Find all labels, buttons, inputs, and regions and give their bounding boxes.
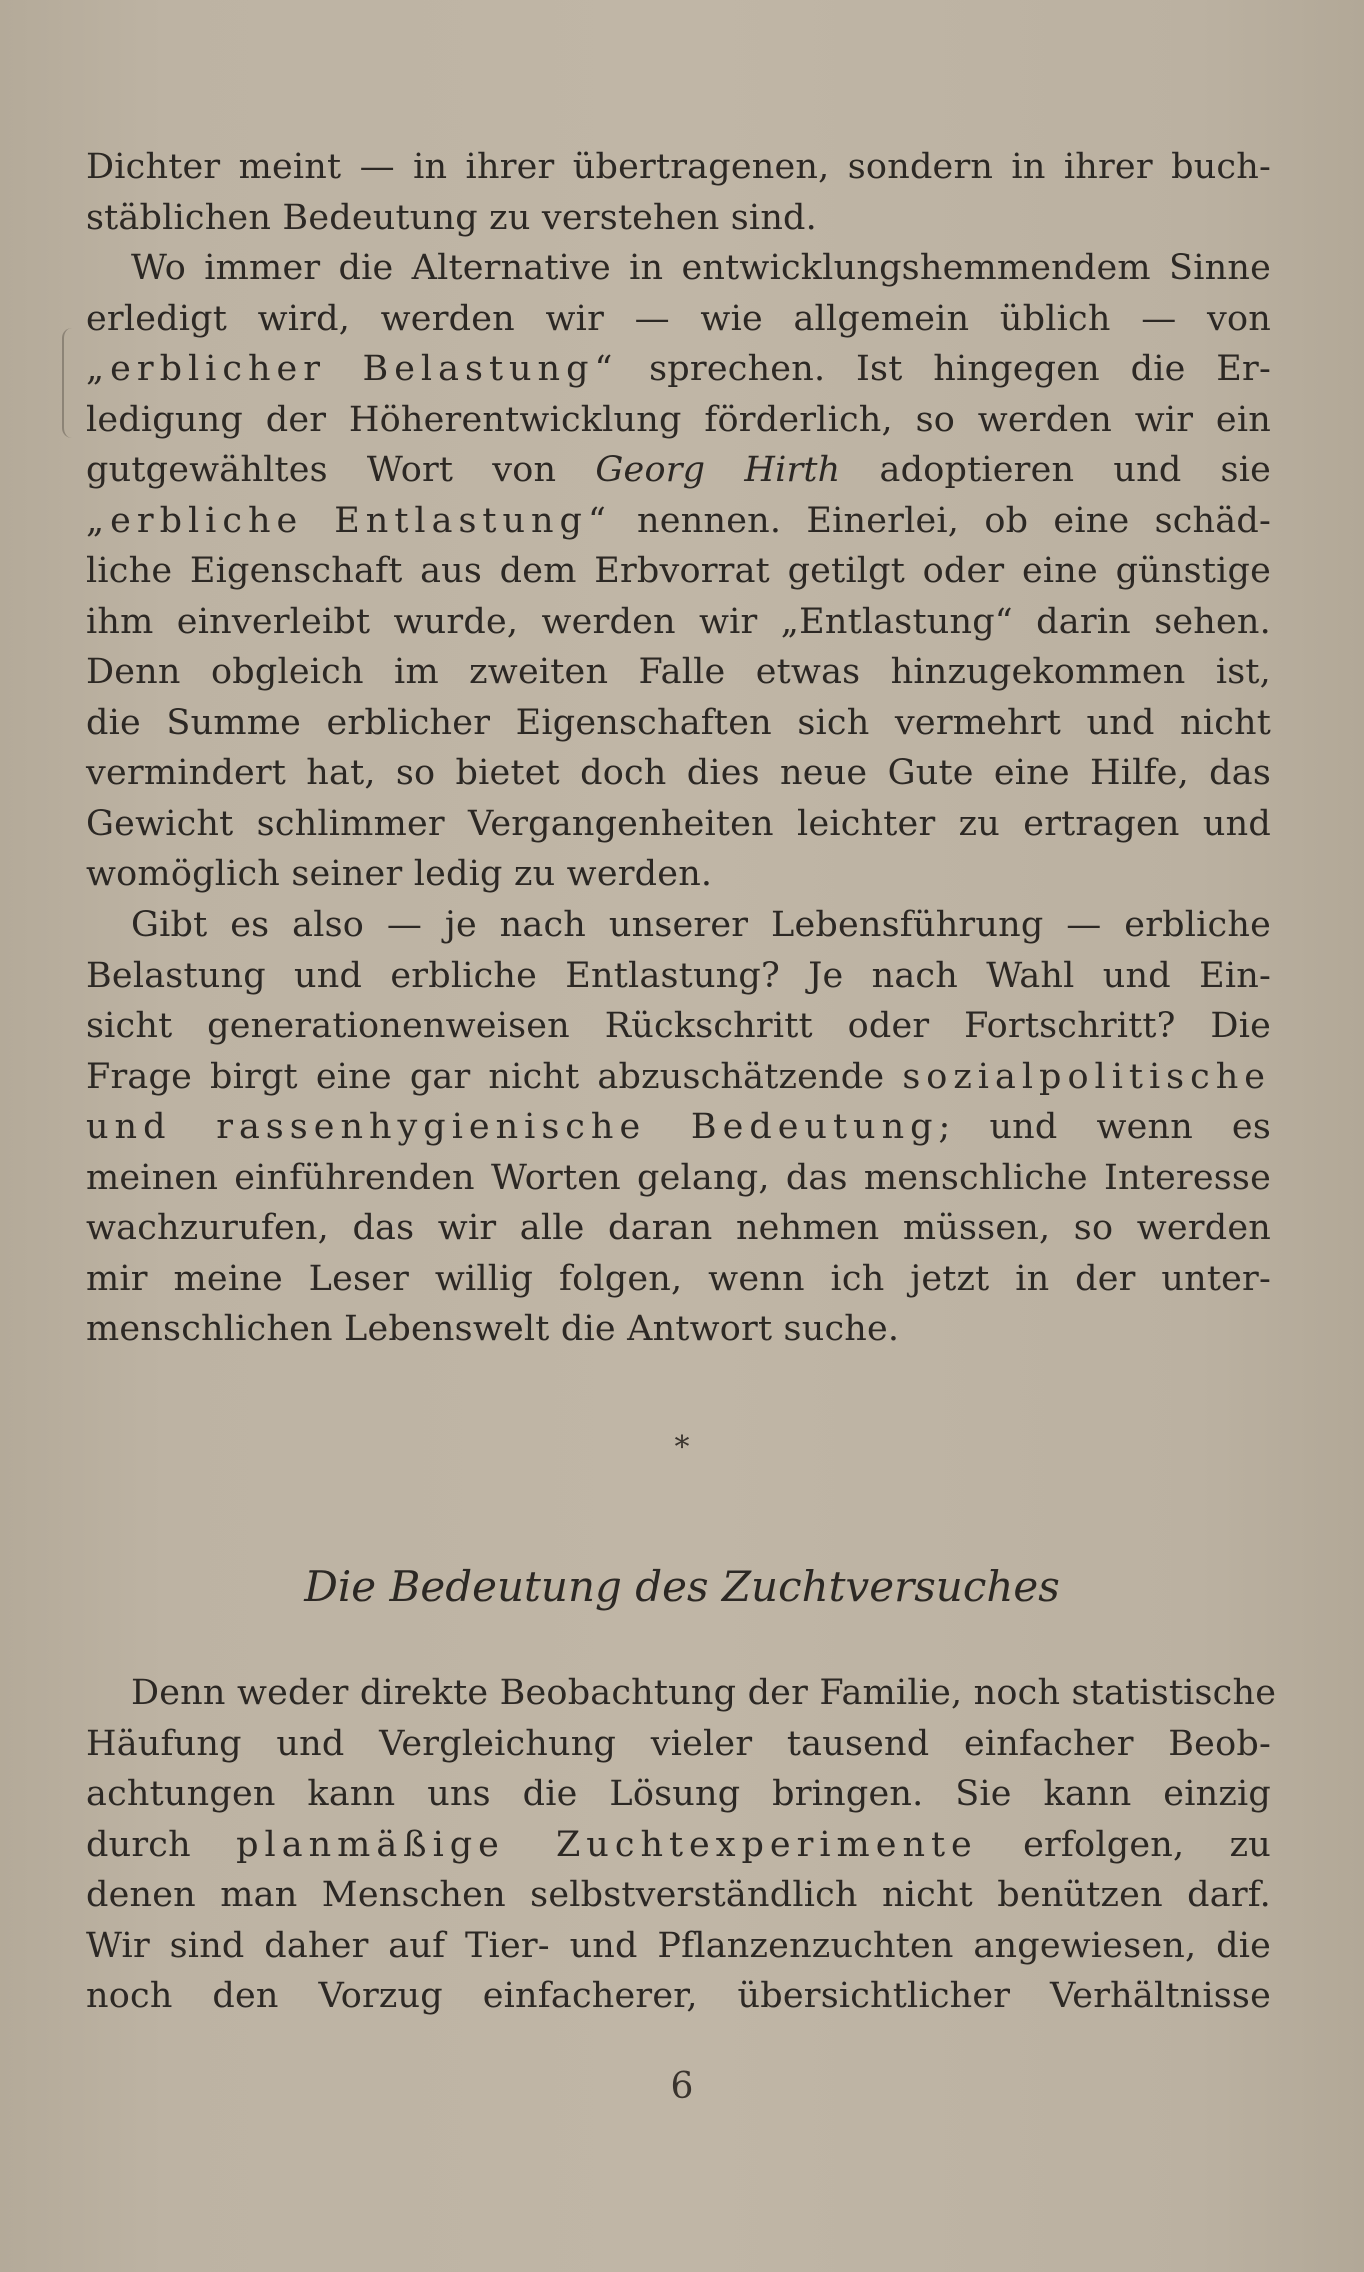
text-line: die Summe erblicher Eigenschaften sich vermehrt und nicht (86, 702, 1271, 743)
text-line: denen man Menschen selbstverständlich nicht benützen darf. (86, 1875, 1271, 1915)
spaced-term: „erbliche Entlastung“ (86, 500, 612, 541)
section-ornament: * (674, 1430, 690, 1465)
spaced-term: „erblicher Belastung“ (86, 349, 619, 389)
text-line: womöglich seiner ledig zu werden. (86, 854, 713, 894)
text-line: vermindert hat, so bietet doch dies neue Gute eine Hilfe, das (86, 753, 1271, 793)
text-line: Belastung und erbliche Entlastung? Je nach Wahl und Ein- (86, 955, 1271, 996)
text-fragment: adoptieren und sie (840, 450, 1271, 490)
text-line: noch den Vorzug einfacherer, übersichtlicher Verhältnisse (86, 1976, 1271, 2016)
text-line: wachzurufen, das wir alle daran nehmen müssen, so werden (86, 1208, 1271, 1248)
margin-pencil-mark (62, 328, 78, 438)
text-line: Denn obgleich im zweiten Falle etwas hinzugekommen ist, (86, 652, 1271, 692)
text-fragment: nennen. Einerlei, ob eine schäd- (611, 500, 1271, 541)
text-fragment: erfolgen, zu (977, 1824, 1271, 1865)
spaced-term: planmäßige Zuchtexperimente (236, 1824, 978, 1865)
page-number: 6 (670, 2066, 694, 2107)
text-line: meinen einführenden Worten gelang, das menschliche Interesse (86, 1157, 1271, 1198)
spaced-term: sozialpolitische (902, 1056, 1271, 1097)
text-line: sicht generationenweisen Rückschritt oder Fortschritt? Die (86, 1006, 1271, 1046)
text-line: mir meine Leser willig folgen, wenn ich jetzt in der unter- (86, 1258, 1271, 1299)
section-heading: Die Bedeutung des Zuchtversuches (304, 1562, 1060, 1611)
text-line: Wo immer die Alternative in entwicklungshemmendem Sinne (131, 248, 1271, 288)
paragraph-frage (86, 900, 1271, 1355)
author-name: Georg Hirth (595, 450, 841, 490)
text-line (86, 445, 1271, 496)
text-line: Gibt es also — je nach unserer Lebensführung — erbliche (131, 905, 1271, 945)
text-fragment: gutgewähltes Wort von (86, 450, 596, 490)
text-line: achtungen kann uns die Lösung bringen. Sie kann einzig (86, 1774, 1271, 1814)
text-line: erledigt wird, werden wir — wie allgemein üblich — von (86, 298, 1271, 339)
text-line (86, 1820, 1271, 1871)
text-fragment: sprechen. Ist hingegen die Er- (618, 349, 1271, 389)
text-line (86, 344, 1271, 395)
text-line: Wir sind daher auf Tier- und Pflanzenzuchten angewiesen, die (86, 1925, 1271, 1966)
text-fragment: durch (86, 1824, 237, 1865)
text-line: Häufung und Vergleichung vieler tausend einfacher Beob- (86, 1723, 1271, 1764)
spaced-term: und rassenhygienische Bedeutung (86, 1107, 939, 1147)
text-line (86, 496, 1271, 547)
text-line: Denn weder direkte Beobachtung der Familie, noch statistische (131, 1673, 1277, 1713)
text-line: stäblichen Bedeutung zu verstehen sind. (86, 197, 817, 238)
text-line: ihm einverleibt wurde, werden wir „Entlastung“ darin sehen. (86, 601, 1271, 642)
text-fragment: ; und wenn es (938, 1107, 1271, 1147)
paragraph-continuation (86, 142, 1271, 243)
text-line: ledigung der Höherentwicklung förderlich, so werden wir ein (86, 399, 1271, 440)
text-line (86, 1052, 1271, 1103)
text-fragment: Frage birgt eine gar nicht abzuschätzende (86, 1056, 903, 1097)
text-line: liche Eigenschaft aus dem Erbvorrat getilgt oder eine günstige (86, 551, 1271, 591)
text-line: Dichter meint — in ihrer übertragenen, sondern in ihrer buch- (86, 147, 1271, 187)
paragraph-belastung (86, 243, 1271, 900)
text-line: menschlichen Lebenswelt die Antwort suche. (86, 1309, 900, 1349)
text-line (86, 1102, 1271, 1153)
paragraph-zuchtversuch (86, 1668, 1277, 2022)
text-line: Gewicht schlimmer Vergangenheiten leichter zu ertragen und (86, 803, 1271, 844)
